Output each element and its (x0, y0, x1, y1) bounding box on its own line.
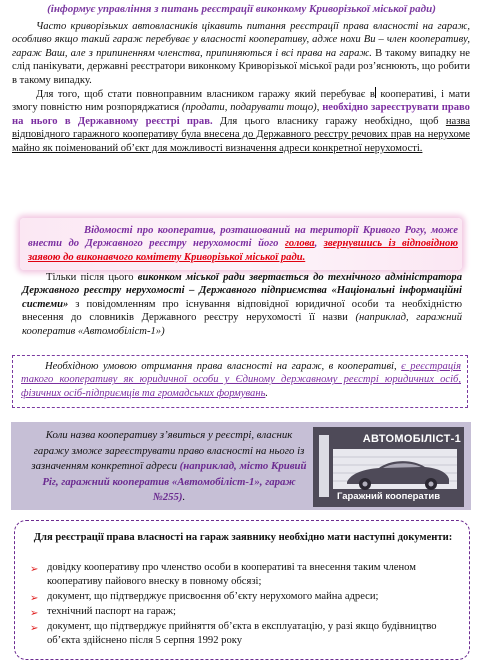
document-item-text: документ, що підтверджує прийняття об’єкта в експлуатацію, у разі якщо будівництво об’єкта здійснено після 5 серпня 1992 року (47, 621, 437, 646)
condition-text-a: Необхідною умовою отримання права власності на гараж, в кооперативі, (45, 361, 402, 372)
highlight-red-text: звернувшись із відповідною заявою до виконавчого комітету Криворізької міської ради. (28, 238, 458, 263)
list-item (29, 590, 461, 604)
intro-italic-text: Часто криворізьких автовласників цікавить питання реєстрації права власності на гараж, особливо якщо такий гараж перебуває у власності кооперативу, адже нохи Ви – член кооперативу, гараж Ваш, але з припиненням членства, припиняються і всі права на гараж. (12, 21, 470, 59)
intro-text-b: кооперативі, і мати змогу повністю ним розпоряджатися (12, 89, 470, 114)
example-paragraph (31, 428, 307, 506)
red-arrow-icon: ➢ (30, 564, 39, 575)
technical-example: (наприклад, гаражний кооператив «Автомобіліст-1») (22, 312, 462, 337)
cooperative-logo (313, 427, 464, 507)
technical-section (22, 271, 462, 338)
document-item-text: документ, що підтверджує присвоєння об’єкту нерухомого майна адреси; (47, 591, 379, 602)
highlight-box (20, 218, 462, 270)
intro-text-f: Для цього власнику гаражу необхідно, щоб (212, 115, 446, 127)
condition-text-c: . (265, 387, 269, 399)
highlight-text-a: Відомості про кооператив, розташований на території Кривого Рогу, може внести до Державного реєстру нерухомості його (28, 225, 458, 250)
condition-purple-text: є реєстрація такого кооперативу як юридичної особи у Єдиному державному реєстрі юридичних осіб, фізичних осіб-підприємців та громадських формувань (21, 361, 461, 399)
red-arrow-icon: ➢ (30, 623, 39, 634)
condition-paragraph (21, 360, 461, 400)
document-item-text: технічний паспорт на гараж; (47, 606, 176, 617)
red-arrow-icon: ➢ (30, 608, 39, 619)
logo-title: АВТОМОБІЛІСТ-1 (362, 433, 461, 445)
condition-box (12, 355, 468, 408)
technical-text-c: з повідомленням про існування відповідної юридичної особи та необхідністю внесення до словників Державного реєстру нерухомості її назви (22, 298, 462, 324)
example-bold-purple: (наприклад, місто Кривий Ріг, гаражний кооператив «Автомобіліст-1», гараж №255) (42, 460, 307, 503)
documents-title: Для реєстрації права власності на гараж заявнику необхідно мати наступні документи: (33, 532, 453, 543)
list-item (29, 620, 461, 648)
intro-emphasis: необхідно зареєструвати право на нього в Державному реєстрі прав. (12, 102, 470, 127)
technical-bold-italic: виконком міської ради звертається до технічного адміністратора Державного реєстру нерухомості – Державного підприємства «Національні інформаційні системи» (22, 272, 463, 310)
documents-list (29, 561, 461, 649)
intro-text-d: , (316, 102, 323, 114)
highlight-red-word: голова (284, 238, 315, 250)
document-item-text: довідку кооперативу про членство особи в кооперативі та внесення таким членом кооперативу пайового внеску в повному обсязі; (47, 562, 416, 587)
logo-subtitle: Гаражний кооператив (336, 491, 441, 502)
example-text-a: Коли назва кооперативу з’явиться у реєстрі, власник гаражу зможе зареєструвати право власності на нього із зазначенням конкретної адреси (31, 429, 305, 472)
technical-paragraph (22, 271, 462, 338)
intro-example-italic: (продати, подарувати тощо) (181, 102, 317, 114)
highlight-paragraph (28, 224, 458, 264)
intro-text-a: Для того, щоб стати повноправним власником гаражу який перебуває в (36, 89, 375, 101)
page-header: (інформує управління з питань реєстрації виконкому Криворізької міської ради) (47, 3, 436, 15)
highlight-text-c: , (314, 238, 324, 250)
intro-underlined-text: назва відповідного гаражного кооперативу була внесена до Державного реєстру речових прав на нерухоме майно як поіменований об’єкт для можливості визначення адреси конкретної нерухомості. (12, 115, 470, 154)
example-text-c: . (182, 491, 186, 503)
red-arrow-icon: ➢ (30, 593, 39, 604)
intro-section (12, 20, 470, 155)
technical-text-a: Тільки після цього (46, 272, 138, 283)
intro-paragraph-2 (12, 87, 470, 155)
documents-box (14, 520, 470, 660)
list-item (29, 605, 461, 619)
list-item (29, 561, 461, 589)
intro-paragraph-1 (12, 20, 470, 87)
example-box (11, 422, 471, 510)
intro-normal-text: В такому випадку не слід панікувати, державні реєстратори виконкому Криворізької міської ради роз’яснюють, що робити в такому випадку. (12, 47, 470, 86)
